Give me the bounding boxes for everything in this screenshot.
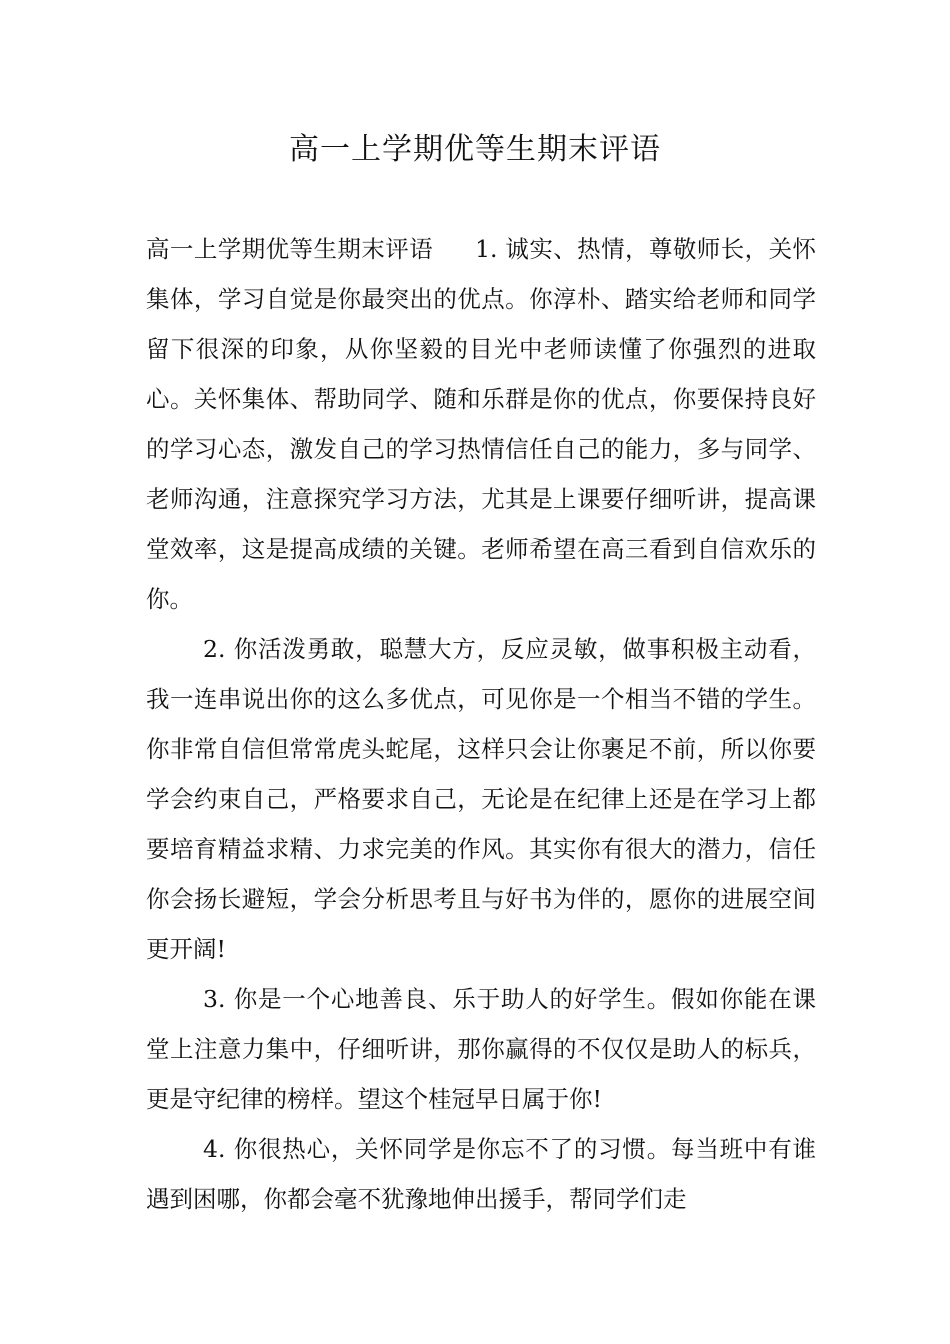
paragraph-1 [146, 224, 816, 624]
document-body [146, 224, 816, 1224]
document-title: 高一上学期优等生期末评语 [289, 132, 661, 167]
comment-4: 4. 你很热心，关怀同学是你忘不了的习惯。每当班中有谁遇到困哪，你都会毫不犹豫地伸出援手，帮同学们走 [146, 1135, 816, 1213]
comment-1: 1. 诚实、热情，尊敬师长，关怀集体，学习自觉是你最突出的优点。你淳朴、踏实给老师和同学留下很深的印象，从你坚毅的目光中老师读懂了你强烈的进取心。关怀集体、帮助同学、随和乐群是你的优点，你要保持良好的学习心态，激发自己的学习热情信任自己的能力，多与同学、老师沟通，注意探究学习方法，尤其是上课要仔细听讲，提高课堂效率，这是提高成绩的关键。老师希望在高三看到自信欢乐的你。 [146, 235, 816, 613]
comment-3: 3. 你是一个心地善良、乐于助人的好学生。假如你能在课堂上注意力集中，仔细听讲，那你赢得的不仅仅是助人的标兵，更是守纪律的榜样。望这个桂冠早日属于你! [146, 985, 816, 1113]
intro-heading: 高一上学期优等生期末评语 [146, 235, 434, 263]
comment-2: 2. 你活泼勇敢，聪慧大方，反应灵敏，做事积极主动看，我一连串说出你的这么多优点，可见你是一个相当不错的学生。你非常自信但常常虎头蛇尾，这样只会让你裹足不前，所以你要学会约束自己，严格要求自己，无论是在纪律上还是在学习上都要培育精益求精、力求完美的作风。其实你有很大的潜力，信任你会扬长避短，学会分析思考且与好书为伴的，愿你的进展空间更开阔! [146, 635, 816, 963]
